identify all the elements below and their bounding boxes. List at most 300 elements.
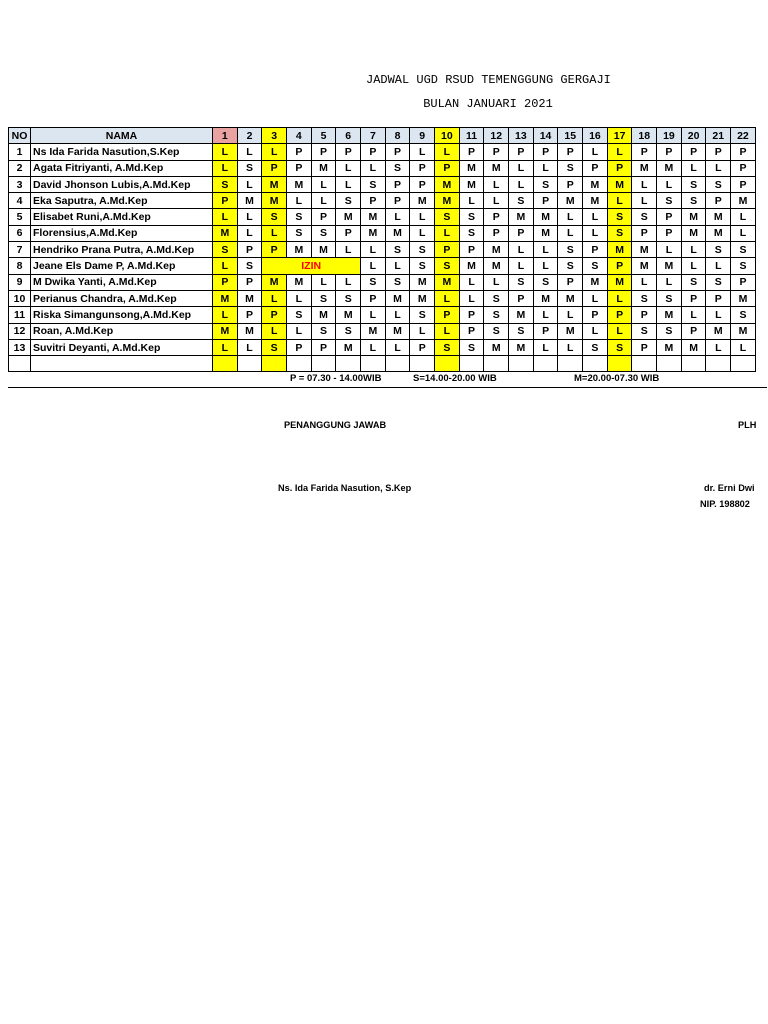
- shift-cell: P: [583, 160, 608, 176]
- blank-cell: [459, 356, 484, 372]
- shift-cell: L: [731, 339, 756, 355]
- shift-cell: M: [681, 209, 706, 225]
- shift-cell: M: [435, 274, 460, 290]
- blank-cell: [262, 356, 287, 372]
- shift-cell: L: [336, 160, 361, 176]
- shift-cell: S: [607, 339, 632, 355]
- shift-cell: S: [311, 225, 336, 241]
- shift-cell: L: [435, 144, 460, 160]
- shift-cell: S: [657, 323, 682, 339]
- shift-cell: S: [385, 160, 410, 176]
- shift-cell: P: [484, 209, 509, 225]
- shift-cell: S: [706, 242, 731, 258]
- shift-cell: P: [509, 290, 534, 306]
- shift-cell: S: [706, 176, 731, 192]
- shift-cell: S: [657, 193, 682, 209]
- table-body: [9, 144, 756, 372]
- shift-cell: P: [632, 307, 657, 323]
- shift-cell: L: [558, 225, 583, 241]
- shift-cell: S: [262, 339, 287, 355]
- shift-cell: M: [311, 160, 336, 176]
- row-number: 3: [9, 176, 31, 192]
- shift-cell: P: [731, 160, 756, 176]
- row-number: 13: [9, 339, 31, 355]
- row-number: 7: [9, 242, 31, 258]
- shift-cell: L: [583, 290, 608, 306]
- shift-cell: M: [657, 307, 682, 323]
- shift-cell: M: [484, 242, 509, 258]
- shift-cell: S: [558, 242, 583, 258]
- header-day-12: 12: [484, 128, 509, 144]
- shift-cell: L: [287, 193, 312, 209]
- shift-cell: M: [607, 176, 632, 192]
- staff-name: Perianus Chandra, A.Md.Kep: [31, 290, 213, 306]
- row-number: 2: [9, 160, 31, 176]
- shift-cell: P: [262, 242, 287, 258]
- shift-cell: L: [607, 323, 632, 339]
- shift-cell: L: [706, 307, 731, 323]
- shift-cell: M: [336, 209, 361, 225]
- shift-cell: P: [213, 274, 238, 290]
- shift-schedule-table: [8, 127, 756, 372]
- shift-cell: S: [213, 242, 238, 258]
- staff-name: Elisabet Runi,A.Md.Kep: [31, 209, 213, 225]
- shift-cell: S: [681, 193, 706, 209]
- shift-cell: L: [213, 209, 238, 225]
- shift-cell: M: [509, 339, 534, 355]
- shift-cell: L: [213, 258, 238, 274]
- shift-cell: P: [509, 225, 534, 241]
- shift-cell: L: [237, 209, 262, 225]
- blank-cell: [706, 356, 731, 372]
- shift-cell: L: [459, 193, 484, 209]
- shift-cell: P: [287, 144, 312, 160]
- shift-cell: S: [484, 307, 509, 323]
- shift-legend: [8, 371, 767, 388]
- shift-cell: L: [558, 339, 583, 355]
- shift-cell: S: [607, 209, 632, 225]
- staff-name: Suvitri Deyanti, A.Md.Kep: [31, 339, 213, 355]
- header-day-2: 2: [237, 128, 262, 144]
- shift-cell: L: [657, 176, 682, 192]
- shift-cell: P: [361, 193, 386, 209]
- shift-cell: L: [336, 274, 361, 290]
- blank-cell: [336, 356, 361, 372]
- shift-cell: S: [632, 323, 657, 339]
- blank-cell: [410, 356, 435, 372]
- shift-cell: L: [509, 258, 534, 274]
- shift-cell: M: [509, 209, 534, 225]
- shift-cell: P: [632, 225, 657, 241]
- staff-name: Ns Ida Farida Nasution,S.Kep: [31, 144, 213, 160]
- shift-cell: L: [311, 274, 336, 290]
- shift-cell: M: [558, 193, 583, 209]
- shift-cell: L: [706, 160, 731, 176]
- shift-cell: L: [533, 242, 558, 258]
- shift-cell: P: [459, 144, 484, 160]
- shift-cell: L: [583, 225, 608, 241]
- shift-cell: P: [237, 242, 262, 258]
- shift-cell: S: [410, 258, 435, 274]
- shift-cell: L: [385, 307, 410, 323]
- shift-cell: S: [509, 274, 534, 290]
- table-row: [9, 323, 756, 339]
- header-no: NO: [9, 128, 31, 144]
- shift-cell: L: [607, 290, 632, 306]
- shift-cell: L: [262, 323, 287, 339]
- staff-name: Florensius,A.Md.Kep: [31, 225, 213, 241]
- table-row: [9, 307, 756, 323]
- header-day-11: 11: [459, 128, 484, 144]
- shift-cell: L: [435, 323, 460, 339]
- header-day-17: 17: [607, 128, 632, 144]
- shift-cell: P: [731, 144, 756, 160]
- shift-cell: S: [632, 290, 657, 306]
- table-row: [9, 242, 756, 258]
- shift-cell: P: [533, 323, 558, 339]
- shift-cell: S: [607, 225, 632, 241]
- shift-cell: S: [336, 290, 361, 306]
- shift-cell: M: [237, 193, 262, 209]
- shift-cell: S: [435, 339, 460, 355]
- shift-cell: P: [681, 144, 706, 160]
- blank-cell: [558, 356, 583, 372]
- shift-cell: M: [681, 339, 706, 355]
- shift-cell: P: [262, 160, 287, 176]
- shift-cell: P: [410, 339, 435, 355]
- shift-cell: L: [287, 290, 312, 306]
- table-row: [9, 274, 756, 290]
- shift-cell: L: [681, 242, 706, 258]
- shift-cell: P: [607, 307, 632, 323]
- shift-cell: M: [731, 323, 756, 339]
- table-row: [9, 225, 756, 241]
- shift-cell: P: [311, 339, 336, 355]
- row-number: 12: [9, 323, 31, 339]
- shift-cell: L: [361, 242, 386, 258]
- shift-cell: P: [607, 258, 632, 274]
- shift-cell: L: [657, 274, 682, 290]
- shift-cell: M: [287, 242, 312, 258]
- shift-cell: M: [287, 176, 312, 192]
- shift-cell: M: [213, 323, 238, 339]
- blank-cell: [533, 356, 558, 372]
- blank-cell: [509, 356, 534, 372]
- shift-cell: M: [385, 225, 410, 241]
- blank-cell: [213, 356, 238, 372]
- shift-cell: M: [361, 209, 386, 225]
- shift-cell: S: [459, 339, 484, 355]
- shift-cell: L: [509, 160, 534, 176]
- shift-cell: M: [459, 176, 484, 192]
- shift-cell: S: [435, 209, 460, 225]
- shift-cell: M: [336, 339, 361, 355]
- shift-cell: S: [558, 258, 583, 274]
- blank-cell: [31, 356, 213, 372]
- header-day-15: 15: [558, 128, 583, 144]
- header-day-6: 6: [336, 128, 361, 144]
- shift-cell: L: [385, 339, 410, 355]
- header-day-14: 14: [533, 128, 558, 144]
- shift-cell: M: [731, 193, 756, 209]
- shift-cell: S: [681, 176, 706, 192]
- shift-cell: P: [583, 242, 608, 258]
- shift-cell: S: [731, 307, 756, 323]
- signature-nip-right: NIP. 198802: [700, 499, 750, 509]
- shift-cell: L: [361, 160, 386, 176]
- blank-cell: [237, 356, 262, 372]
- shift-cell: M: [533, 225, 558, 241]
- shift-cell: P: [287, 339, 312, 355]
- shift-cell: P: [632, 144, 657, 160]
- shift-cell: L: [632, 274, 657, 290]
- shift-cell: P: [558, 176, 583, 192]
- table-row: [9, 176, 756, 192]
- shift-cell: P: [311, 144, 336, 160]
- shift-cell: M: [311, 242, 336, 258]
- blank-cell: [287, 356, 312, 372]
- shift-cell: S: [632, 209, 657, 225]
- header-day-1: 1: [213, 128, 238, 144]
- shift-cell: L: [459, 274, 484, 290]
- shift-cell: M: [237, 323, 262, 339]
- header-day-9: 9: [410, 128, 435, 144]
- shift-cell: L: [213, 339, 238, 355]
- shift-cell: L: [311, 193, 336, 209]
- row-number: 6: [9, 225, 31, 241]
- shift-cell: M: [706, 225, 731, 241]
- header-day-7: 7: [361, 128, 386, 144]
- header-day-19: 19: [657, 128, 682, 144]
- row-number: 1: [9, 144, 31, 160]
- document-title: JADWAL UGD RSUD TEMENGGUNG GERGAJI: [366, 73, 611, 87]
- shift-cell: M: [213, 225, 238, 241]
- shift-cell: P: [336, 144, 361, 160]
- blank-cell: [9, 356, 31, 372]
- shift-cell: M: [583, 274, 608, 290]
- shift-cell: P: [607, 160, 632, 176]
- shift-cell: S: [213, 176, 238, 192]
- shift-cell: M: [361, 225, 386, 241]
- shift-cell: L: [558, 209, 583, 225]
- shift-cell: L: [237, 176, 262, 192]
- blank-cell: [385, 356, 410, 372]
- shift-cell: S: [410, 307, 435, 323]
- row-number: 8: [9, 258, 31, 274]
- header-day-8: 8: [385, 128, 410, 144]
- shift-cell: P: [287, 160, 312, 176]
- shift-cell: M: [311, 307, 336, 323]
- shift-cell: L: [213, 144, 238, 160]
- shift-cell: P: [681, 323, 706, 339]
- blank-cell: [435, 356, 460, 372]
- shift-cell: L: [681, 258, 706, 274]
- shift-cell: S: [731, 258, 756, 274]
- shift-cell: P: [706, 193, 731, 209]
- shift-cell: M: [632, 258, 657, 274]
- shift-cell: S: [657, 290, 682, 306]
- shift-cell: M: [385, 290, 410, 306]
- shift-cell: S: [237, 160, 262, 176]
- shift-cell: S: [533, 176, 558, 192]
- shift-cell: L: [237, 339, 262, 355]
- shift-cell: P: [459, 323, 484, 339]
- shift-cell: M: [607, 274, 632, 290]
- shift-cell: P: [731, 176, 756, 192]
- shift-cell: S: [287, 225, 312, 241]
- shift-cell: L: [459, 290, 484, 306]
- shift-cell: L: [410, 209, 435, 225]
- shift-cell: M: [459, 258, 484, 274]
- shift-cell: L: [410, 323, 435, 339]
- blank-cell: [731, 356, 756, 372]
- blank-cell: [311, 356, 336, 372]
- shift-cell: S: [361, 176, 386, 192]
- blank-cell: [484, 356, 509, 372]
- shift-cell: S: [583, 339, 608, 355]
- blank-cell: [681, 356, 706, 372]
- staff-name: Jeane Els Dame P, A.Md.Kep: [31, 258, 213, 274]
- shift-cell: S: [459, 209, 484, 225]
- shift-cell: L: [385, 258, 410, 274]
- shift-cell: P: [213, 193, 238, 209]
- shift-cell: P: [459, 307, 484, 323]
- shift-cell: P: [484, 144, 509, 160]
- header-day-18: 18: [632, 128, 657, 144]
- blank-cell: [657, 356, 682, 372]
- shift-cell: M: [657, 339, 682, 355]
- staff-name: Eka Saputra, A.Md.Kep: [31, 193, 213, 209]
- shift-cell: L: [213, 160, 238, 176]
- shift-cell: P: [361, 144, 386, 160]
- shift-cell: P: [706, 290, 731, 306]
- blank-cell: [361, 356, 386, 372]
- shift-cell: P: [706, 144, 731, 160]
- shift-cell: L: [607, 193, 632, 209]
- shift-cell: L: [558, 307, 583, 323]
- shift-cell: M: [213, 290, 238, 306]
- shift-cell: S: [509, 323, 534, 339]
- staff-name: Agata Fitriyanti, A.Md.Kep: [31, 160, 213, 176]
- shift-cell: S: [459, 225, 484, 241]
- staff-name: M Dwika Yanti, A.Md.Kep: [31, 274, 213, 290]
- staff-name: Hendriko Prana Putra, A.Md.Kep: [31, 242, 213, 258]
- table-row: [9, 339, 756, 355]
- shift-cell: P: [311, 209, 336, 225]
- shift-cell: M: [262, 193, 287, 209]
- shift-cell: M: [533, 209, 558, 225]
- shift-cell: M: [237, 290, 262, 306]
- signature-role-left: PENANGGUNG JAWAB: [284, 420, 387, 430]
- shift-cell: M: [657, 160, 682, 176]
- shift-cell: L: [632, 193, 657, 209]
- table-row: [9, 290, 756, 306]
- row-number: 4: [9, 193, 31, 209]
- shift-cell: M: [484, 258, 509, 274]
- shift-cell: S: [706, 274, 731, 290]
- shift-cell: M: [632, 242, 657, 258]
- shift-cell: P: [336, 225, 361, 241]
- staff-name: Roan, A.Md.Kep: [31, 323, 213, 339]
- blank-cell: [632, 356, 657, 372]
- shift-cell: S: [336, 193, 361, 209]
- shift-cell: L: [287, 323, 312, 339]
- shift-cell: P: [385, 176, 410, 192]
- shift-cell: P: [657, 225, 682, 241]
- shift-cell: L: [311, 176, 336, 192]
- shift-cell: P: [558, 144, 583, 160]
- shift-cell: M: [657, 258, 682, 274]
- staff-name: David Jhonson Lubis,A.Md.Kep: [31, 176, 213, 192]
- shift-cell: L: [731, 225, 756, 241]
- shift-cell: M: [558, 323, 583, 339]
- shift-cell: M: [385, 323, 410, 339]
- izin-cell: IZIN: [262, 258, 361, 274]
- shift-cell: P: [533, 144, 558, 160]
- shift-cell: L: [533, 307, 558, 323]
- shift-cell: L: [533, 339, 558, 355]
- shift-cell: M: [558, 290, 583, 306]
- row-number: 10: [9, 290, 31, 306]
- shift-cell: S: [311, 323, 336, 339]
- shift-cell: P: [435, 160, 460, 176]
- shift-cell: M: [336, 307, 361, 323]
- shift-cell: P: [583, 307, 608, 323]
- shift-cell: S: [287, 307, 312, 323]
- shift-cell: M: [632, 160, 657, 176]
- shift-cell: S: [237, 258, 262, 274]
- shift-cell: P: [459, 242, 484, 258]
- shift-cell: M: [410, 274, 435, 290]
- shift-cell: M: [262, 176, 287, 192]
- shift-cell: S: [533, 274, 558, 290]
- shift-cell: L: [731, 209, 756, 225]
- shift-cell: M: [287, 274, 312, 290]
- shift-cell: L: [410, 225, 435, 241]
- shift-cell: M: [583, 176, 608, 192]
- shift-cell: S: [311, 290, 336, 306]
- table-row: [9, 258, 756, 274]
- row-number: 5: [9, 209, 31, 225]
- blank-cell: [607, 356, 632, 372]
- shift-cell: M: [509, 307, 534, 323]
- shift-cell: L: [583, 209, 608, 225]
- header-name: NAMA: [31, 128, 213, 144]
- shift-cell: P: [657, 209, 682, 225]
- shift-cell: M: [607, 242, 632, 258]
- header-day-3: 3: [262, 128, 287, 144]
- shift-cell: P: [361, 290, 386, 306]
- shift-cell: L: [361, 307, 386, 323]
- table-row: [9, 160, 756, 176]
- shift-cell: L: [583, 144, 608, 160]
- shift-cell: S: [336, 323, 361, 339]
- shift-cell: L: [435, 290, 460, 306]
- shift-cell: P: [558, 274, 583, 290]
- signature-name-right: dr. Erni Dwi: [704, 483, 755, 493]
- header-day-22: 22: [731, 128, 756, 144]
- shift-cell: P: [509, 144, 534, 160]
- shift-cell: M: [731, 290, 756, 306]
- shift-cell: L: [484, 193, 509, 209]
- shift-cell: L: [657, 242, 682, 258]
- shift-cell: P: [632, 339, 657, 355]
- shift-cell: M: [533, 290, 558, 306]
- shift-cell: M: [459, 160, 484, 176]
- header-day-20: 20: [681, 128, 706, 144]
- shift-cell: M: [435, 176, 460, 192]
- shift-cell: L: [509, 242, 534, 258]
